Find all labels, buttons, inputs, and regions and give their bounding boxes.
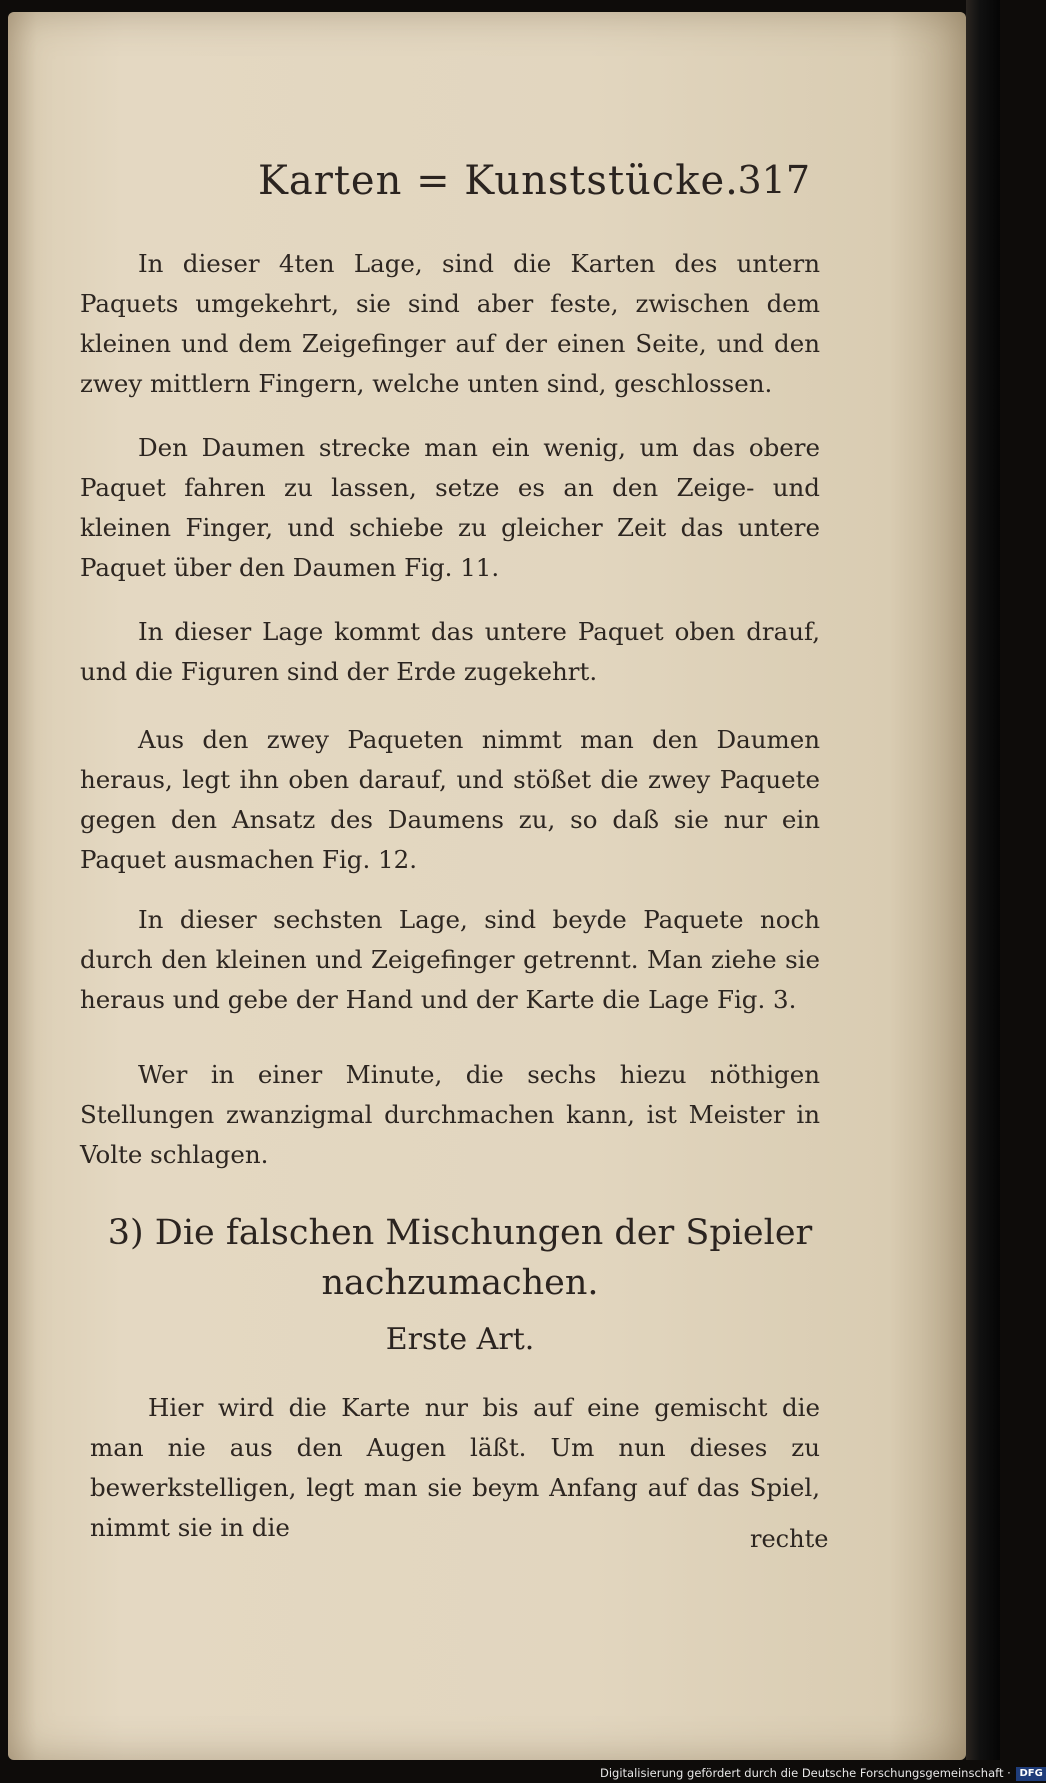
running-title: Karten = Kunststücke. <box>258 158 739 204</box>
page-header <box>250 158 810 218</box>
scan-edge <box>966 0 1000 1760</box>
section-heading: 3) Die falschen Mischungen der Spieler nachzumachen. <box>107 1213 813 1303</box>
paragraph-5: In dieser sechsten Lage, sind beyde Paquete noch durch den kleinen und Zeigefinger getrennt. Man ziehe sie heraus und gebe der Hand und der Karte die Lage Fig. 3. <box>80 905 820 1014</box>
dfg-logo: DFG <box>1016 1767 1045 1781</box>
section-subheading: Erste Art. <box>385 1322 535 1357</box>
paragraph-3: In dieser Lage kommt das untere Paquet oben drauf, und die Figuren sind der Erde zugekehrt. <box>80 617 820 686</box>
digitization-credit <box>600 1764 1043 1783</box>
page-number: 317 <box>737 158 810 202</box>
paragraph-4: Aus den zwey Paqueten nimmt man den Daumen heraus, legt ihn oben darauf, und stößet die zwey Paquete gegen den Ansatz des Daumens zu, so daß sie nur ein Paquet ausmachen Fig. 12. <box>80 725 820 874</box>
catchword: rechte <box>750 1525 829 1553</box>
paragraph-6: Wer in einer Minute, die sechs hiezu nöthigen Stellungen zwanzigmal durchmachen kann, ist Meister in Volte schlagen. <box>80 1060 820 1169</box>
paragraph-2: Den Daumen strecke man ein wenig, um das obere Paquet fahren zu lassen, setze es an den Zeige- und kleinen Finger, und schiebe zu gleicher Zeit das untere Paquet über den Daumen Fig. 11. <box>80 433 820 582</box>
paragraph-1: In dieser 4ten Lage, sind die Karten des untern Paquets umgekehrt, sie sind aber feste, zwischen dem kleinen und dem Zeigefinger auf der einen Seite, und den zwey mittlern Fingern, welche unten sind, geschlossen. <box>80 249 820 398</box>
credit-text: Digitalisierung gefördert durch die Deutsche Forschungsgemeinschaft · <box>600 1766 1011 1780</box>
section-paragraph: Hier wird die Karte nur bis auf eine gemischt die man nie aus den Augen läßt. Um nun dieses zu bewerkstelligen, legt man sie beym Anfang auf das Spiel, nimmt sie in die <box>90 1393 820 1542</box>
